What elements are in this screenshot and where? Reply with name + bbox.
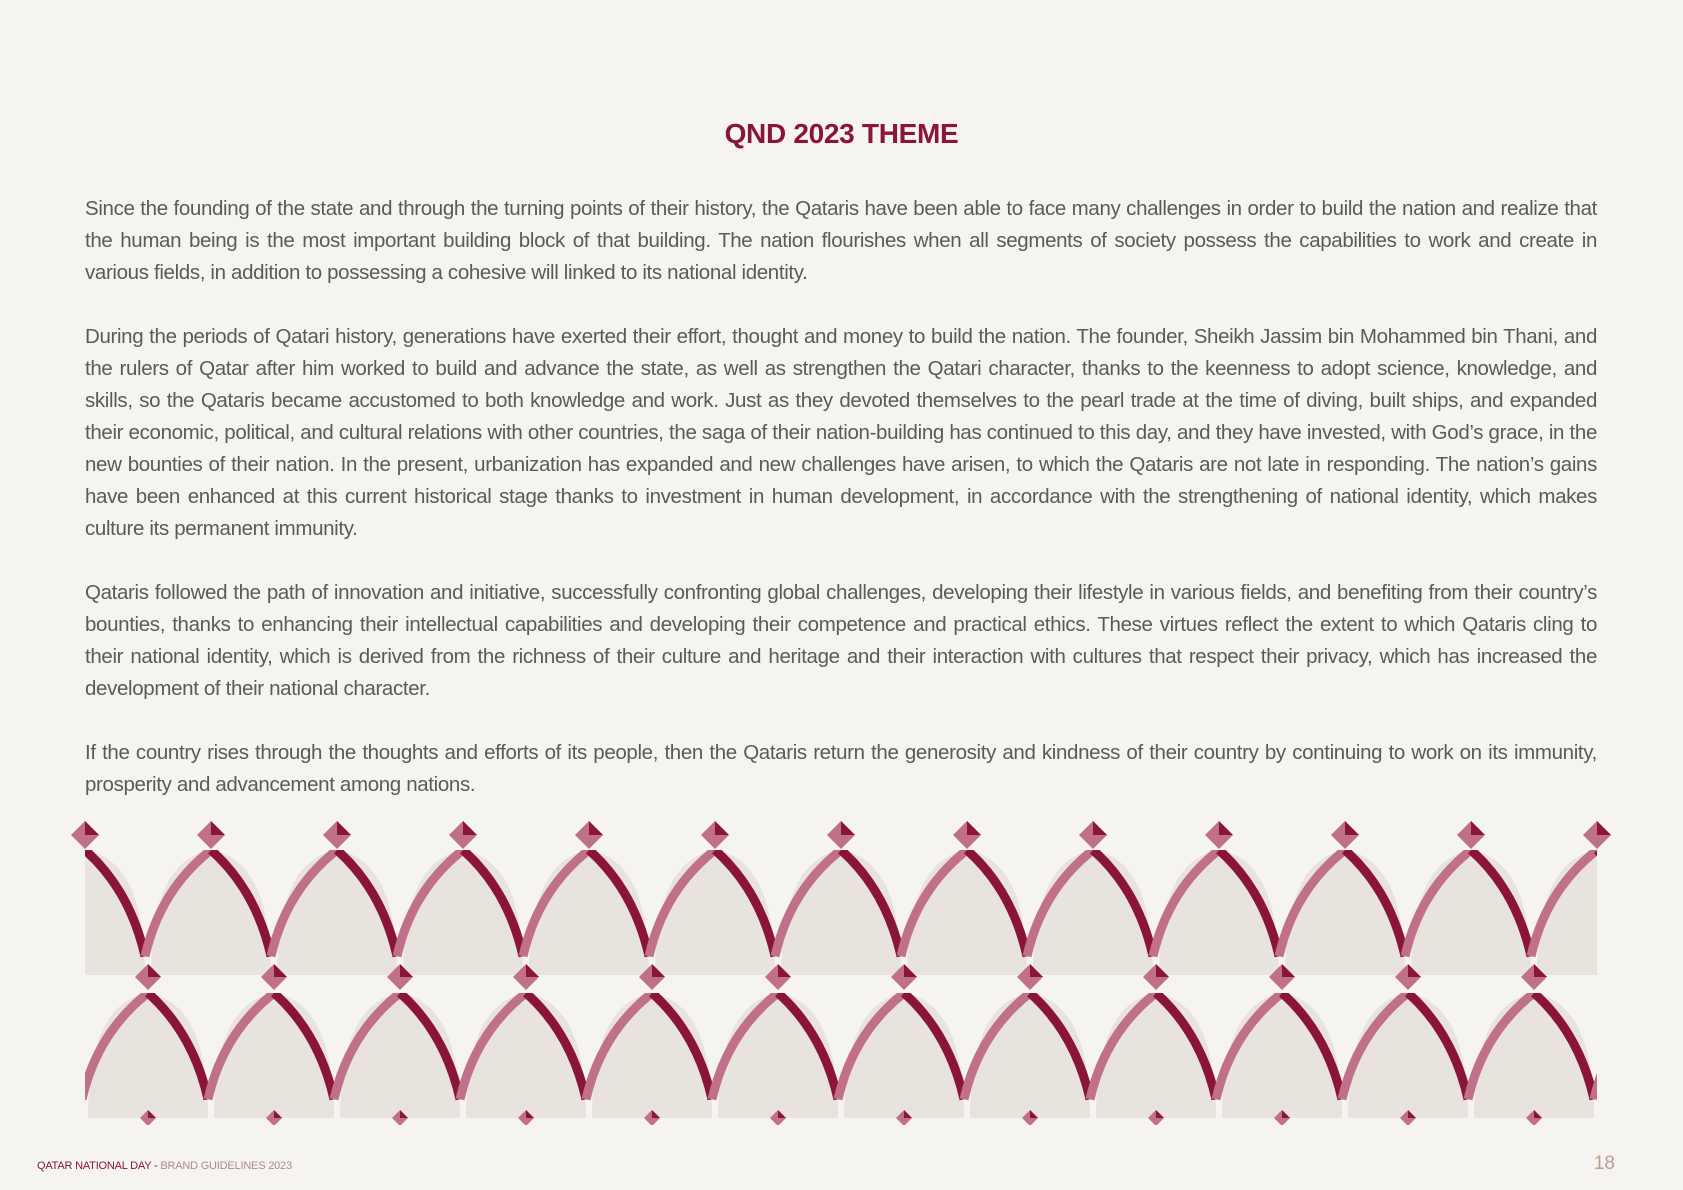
arch-stroke-dark bbox=[60, 993, 82, 1099]
footer-guidelines: BRAND GUIDELINES 2023 bbox=[160, 1160, 292, 1172]
diamond-facet bbox=[1219, 821, 1233, 835]
diamond-facet bbox=[589, 821, 603, 835]
paragraph-4: If the country rises through the thoughts and efforts of its people, then the Qataris return the generosity and kindness of their country by continuing to work on its immunity, prosperity and advancement among nations. bbox=[85, 741, 1597, 796]
diamond-facet bbox=[337, 821, 351, 835]
arch-stroke-light bbox=[1594, 993, 1620, 1099]
diamond-facet bbox=[967, 821, 981, 835]
page-number: 18 bbox=[1593, 1153, 1615, 1174]
diamond-facet bbox=[715, 821, 729, 835]
arch-band-bottom bbox=[60, 993, 1620, 1118]
diamond-facet bbox=[85, 821, 99, 835]
arch-band-top bbox=[60, 850, 1620, 975]
diamond-facet bbox=[463, 821, 477, 835]
diamond-facet bbox=[1345, 821, 1359, 835]
page-title: QND 2023 THEME bbox=[724, 118, 959, 149]
paragraph-1: Since the founding of the state and through the turning points of their history, the Qataris have been able to face many challenges in order to build the nation and realize that the human being is the most important building block of that building. The nation flourishes when all segments of society possess the capabilities to work and create in various fields, in addition to possessing a cohesive will linked to its national identity. bbox=[85, 197, 1597, 284]
decorative-arch-pattern bbox=[60, 815, 1620, 1125]
body-text bbox=[85, 193, 1597, 833]
arch-stroke-dark bbox=[1597, 850, 1620, 956]
arch-dome bbox=[60, 993, 82, 1118]
arch-stroke-light bbox=[60, 850, 85, 956]
footer-brand bbox=[37, 1160, 292, 1172]
arch-dome bbox=[1600, 993, 1620, 1118]
paragraph-2: During the periods of Qatari history, generations have exerted their effort, thought and money to build the nation. The founder, Sheikh Jassim bin Mohammed bin Thani, and the rulers of Qatar after him worked to build and advance the state, as well as strengthen the Qatari character, thanks to the keenness to adopt science, knowledge, and skills, so the Qataris became accustomed to both knowledge and work. Just as they devoted themselves to the pearl trade at the time of diving, built ships, and expanded their economic, political, and cultural relations with other countries, the saga of their nation-building has continued to this day, and they have invested, with God’s grace, in the new bounties of their nation. In the present, urbanization has expanded and new challenges have arisen, to which the Qataris are not late in responding. The nation’s gains have been enhanced at this current historical stage thanks to investment in human development, in accordance with the strengthening of national identity, which makes culture its permanent immunity. bbox=[85, 325, 1597, 540]
footer-brand-name: QATAR NATIONAL DAY - bbox=[37, 1160, 161, 1172]
diamond-facet bbox=[1597, 821, 1611, 835]
paragraph-3: Qataris followed the path of innovation and initiative, successfully confronting global challenges, developing their lifestyle in various fields, and benefiting from their country’s bounties, thanks to enhancing their intellectual capabilities and developing their competence and practical ethics. These virtues reflect the extent to which Qataris cling to their national identity, which is derived from the richness of their culture and heritage and their interaction with cultures that respect their privacy, which has increased the development of their national character. bbox=[85, 581, 1597, 700]
diamond-facet bbox=[1471, 821, 1485, 835]
diamond-facet bbox=[211, 821, 225, 835]
diamond-facet bbox=[1093, 821, 1107, 835]
diamond-facet bbox=[841, 821, 855, 835]
